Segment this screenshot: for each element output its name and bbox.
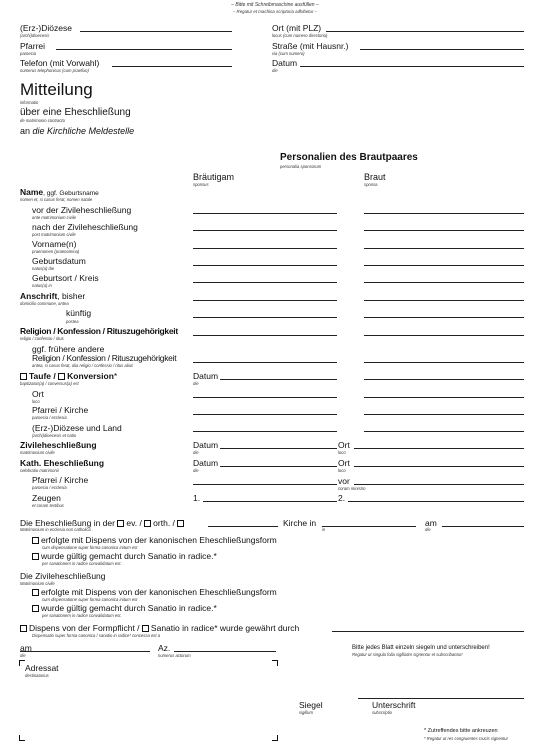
konversion-checkbox[interactable] <box>58 373 65 380</box>
personalien-latin: personalia sponsorum <box>280 164 322 169</box>
sanatio-1-latin: per sanationem in radice convalidatum est. <box>42 561 122 566</box>
sanatio-1-checkbox[interactable] <box>32 553 39 560</box>
in-latin: in <box>322 527 326 532</box>
name-label: Name, ggf. Geburtsname <box>20 187 99 197</box>
kath-vor-field[interactable] <box>354 484 524 485</box>
bride-vor-field[interactable] <box>364 213 524 214</box>
die-latin: die <box>425 527 431 532</box>
formpflicht-checkbox[interactable] <box>20 625 27 632</box>
groom-header: Bräutigam <box>193 172 235 182</box>
groom-anschrift-field[interactable] <box>193 300 337 301</box>
zivil-heading: Die Zivileheschließung <box>20 571 106 581</box>
place-latin: locus (cum numero directorio) <box>272 33 328 38</box>
zeuge-2-number: 2. <box>338 493 346 503</box>
kirche-in-label: Kirche in <box>283 518 317 528</box>
siegel-latin: sigillum <box>299 710 313 715</box>
ehe-prefix: Die Eheschließung in der ev. / orth. / <box>20 518 186 528</box>
kuenftig-latin: postea <box>66 319 79 324</box>
street-latin: via (cum numero) <box>272 51 305 56</box>
street-field[interactable] <box>360 49 524 50</box>
bride-taufe-dioezese-field[interactable] <box>364 431 524 432</box>
dispens-1-checkbox[interactable] <box>32 537 39 544</box>
bride-taufe-pfarrei-field[interactable] <box>364 414 524 415</box>
am2-label: am <box>20 643 32 653</box>
top-note-2: – Regatur et machina scriptoria adhibetur – <box>232 9 318 14</box>
taufe-datum-label: Datum <box>193 371 219 381</box>
zeugen-label: Zeugen <box>32 493 61 503</box>
phone-field[interactable] <box>112 66 232 67</box>
dispens-2-checkbox[interactable] <box>32 589 39 596</box>
bride-geburtsdatum-field[interactable] <box>364 265 524 266</box>
parish-field[interactable] <box>56 49 232 50</box>
bride-religion-field[interactable] <box>364 335 524 336</box>
personalien-heading: Personalien des Brautpaares <box>280 152 418 163</box>
am2-latin: die <box>20 653 26 658</box>
religion-label: Religion / Konfession / Rituszugehörigkeit <box>20 326 178 336</box>
kath-ort-field[interactable] <box>354 466 524 467</box>
groom-vor-field[interactable] <box>193 213 337 214</box>
am2-field[interactable] <box>20 651 150 652</box>
zivil-datum-label: Datum <box>193 440 219 450</box>
place-field[interactable] <box>326 31 524 32</box>
taufe-checkbox[interactable] <box>20 373 27 380</box>
frueher-latin: antea, si casus ferat, alia religio / confessio / ritus alius <box>32 363 134 368</box>
kath-datum-label: Datum <box>193 458 219 468</box>
street-label: Straße (mit Hausnr.) <box>272 41 349 51</box>
formpflicht-latin: Dispensatio super forma canonica / sanatio in radice* concessa est a <box>32 633 161 638</box>
groom-nach-field[interactable] <box>193 230 337 231</box>
religion-latin: religio / confessio / ritus <box>20 336 64 341</box>
place-label: Ort (mit PLZ) <box>272 23 322 33</box>
taufe-ort-label: Ort <box>32 389 44 399</box>
kath-pfarrei-field[interactable] <box>193 484 337 485</box>
unterschrift-label: Unterschrift <box>372 700 416 710</box>
dispens-2-label: erfolgte mit Dispens von der kanonischen Eheschließungsform <box>32 587 277 597</box>
ehe-latin: Matrimonium in ecclesia non catholica <box>20 527 91 532</box>
bride-frueher-field[interactable] <box>364 362 524 363</box>
zivil-label: Zivileheschließung <box>20 440 97 450</box>
am-label: am <box>425 518 437 528</box>
bride-anschrift-field[interactable] <box>364 300 524 301</box>
footnote-2: * Regatur ut res congruentes crucis signentur <box>424 736 509 741</box>
az-label: Az. <box>158 643 171 653</box>
zivil-ort-latin: loco <box>338 450 346 455</box>
kirche-field[interactable] <box>208 526 278 527</box>
taufe-pfarrei-latin: paroecia / ecclesia <box>32 415 67 420</box>
siegel-label: Siegel <box>299 700 323 710</box>
bride-kuenftig-field[interactable] <box>364 317 524 318</box>
geburtsdatum-latin: natus(a) die <box>32 266 55 271</box>
kuenftig-label: künftig <box>66 308 92 318</box>
title-main-latin: informatio <box>20 100 39 105</box>
adressat-latin: destinatarius <box>25 673 49 678</box>
formpflicht-field[interactable] <box>332 631 524 632</box>
sanatio-2-checkbox[interactable] <box>32 605 39 612</box>
title-main: Mitteilung <box>20 80 93 99</box>
zivil-heading-latin: Matrimonium civile <box>20 581 55 586</box>
taufe-dioezese-latin: (archi)dioecesis et natio <box>32 433 77 438</box>
groom-taufe-dioezese-field[interactable] <box>193 431 337 432</box>
title-to: an die Kirchliche Meldestelle <box>20 126 135 136</box>
nach-label: nach der Zivileheschließung <box>32 222 138 232</box>
kath-vor-latin: coram ministro <box>338 486 366 491</box>
kath-vor-label: vor <box>338 476 350 486</box>
dispens-1-latin: cum dispensatione super forma canonica initum est <box>42 545 138 550</box>
sanatio-1-label: wurde gültig gemacht durch Sanatio in radice.* <box>32 551 217 561</box>
bride-nach-field[interactable] <box>364 230 524 231</box>
bride-geburtsort-field[interactable] <box>364 282 524 283</box>
bride-vorname-field[interactable] <box>364 248 524 249</box>
phone-latin: numerus telephonicus (cum praefixo) <box>20 68 89 73</box>
kath-label: Kath. Eheschließung <box>20 458 105 468</box>
zivil-datum-field[interactable] <box>220 448 337 449</box>
phone-label: Telefon (mit Vorwahl) <box>20 58 100 68</box>
zeuge-2-field[interactable] <box>348 501 524 502</box>
groom-geburtsdatum-field[interactable] <box>193 265 337 266</box>
orth-checkbox[interactable] <box>144 520 151 527</box>
kath-datum-latin: die <box>193 468 199 473</box>
top-note-1: – Bitte mit Schreibmaschine ausfüllen – <box>231 2 319 8</box>
sanatio-checkbox[interactable] <box>142 625 149 632</box>
bride-taufe-ort-field[interactable] <box>364 397 524 398</box>
zivil-latin: matrimonium civile <box>20 450 55 455</box>
az-field[interactable] <box>174 651 276 652</box>
vorname-latin: praenomen (praenomina) <box>32 249 80 254</box>
nach-latin: post matrimonium civile <box>32 232 76 237</box>
signature-field[interactable] <box>358 698 524 699</box>
frueher-label-1: ggf. frühere andere <box>32 344 105 354</box>
groom-kuenftig-field[interactable] <box>193 317 337 318</box>
groom-frueher-field[interactable] <box>193 362 337 363</box>
frueher-label-2: Religion / Konfession / Rituszugehörigkeit <box>32 353 177 363</box>
kath-datum-field[interactable] <box>220 466 337 467</box>
date-field[interactable] <box>300 66 524 67</box>
kath-latin: celebratio matrimonii <box>20 468 59 473</box>
taufe-konversion-label: Taufe / Konversion* <box>20 371 117 381</box>
taufe-dioezese-label: (Erz-)Diözese und Land <box>32 423 122 433</box>
groom-taufe-ort-field[interactable] <box>193 397 337 398</box>
vorname-label: Vorname(n) <box>32 239 77 249</box>
az-latin: numerus actorum <box>158 653 191 658</box>
anschrift-label: Anschrift, bisher <box>20 291 86 301</box>
dispens-2-latin: cum dispensatione super forma canonica initum est <box>42 597 138 602</box>
anschrift-latin: domicilio commune, antea <box>20 301 69 306</box>
geburtsdatum-label: Geburtsdatum <box>32 256 86 266</box>
other-checkbox[interactable] <box>177 520 184 527</box>
kirche-ort-field[interactable] <box>322 526 416 527</box>
dispens-1-label: erfolgte mit Dispens von der kanonischen Eheschließungsform <box>32 535 277 545</box>
groom-geburtsort-field[interactable] <box>193 282 337 283</box>
kath-pfarrei-label: Pfarrei / Kirche <box>32 475 89 485</box>
bride-taufe-datum-field[interactable] <box>364 379 524 380</box>
groom-taufe-datum-field[interactable] <box>220 379 337 380</box>
diocese-field[interactable] <box>80 31 232 32</box>
groom-religion-field[interactable] <box>193 335 337 336</box>
zeuge-1-number: 1. <box>193 493 201 503</box>
zivil-ort-field[interactable] <box>354 448 524 449</box>
taufe-datum-latin: die <box>193 381 199 386</box>
title-sub-latin: de matrimonio contracto <box>20 118 65 123</box>
window-corner-tr <box>272 660 278 666</box>
ev-checkbox[interactable] <box>117 520 124 527</box>
diocese-latin: (archi)dioecesis <box>20 33 50 38</box>
kath-pfarrei-latin: paroecia / ecclesia <box>32 485 67 490</box>
parish-latin: paroecia <box>20 51 37 56</box>
geburtsort-latin: natus(a) in <box>32 283 52 288</box>
unterschrift-latin: subscriptio <box>372 710 393 715</box>
kath-ort-label: Ort <box>338 458 350 468</box>
groom-latin: sponsus <box>193 182 209 187</box>
diocese-label: (Erz-)Diözese <box>20 23 72 33</box>
name-latin: nomen et, si casus ferat, nomen natale <box>20 197 93 202</box>
bride-latin: sponsa <box>364 182 378 187</box>
bride-header: Braut <box>364 172 386 182</box>
sanatio-2-label: wurde gültig gemacht durch Sanatio in radice.* <box>32 603 217 613</box>
groom-taufe-pfarrei-field[interactable] <box>193 414 337 415</box>
window-corner-br <box>272 735 278 741</box>
note-1: Bitte jedes Blatt einzeln siegeln und unterschreiben! <box>352 645 490 651</box>
footnote-1: * Zutreffendes bitte ankreuzen <box>424 728 498 734</box>
vor-latin: ante matrimonium civile <box>32 215 76 220</box>
sanatio-2-latin: per sanationem in radice convalidatum est. <box>42 613 122 618</box>
taufe-ort-latin: loco <box>32 399 40 404</box>
zeuge-1-field[interactable] <box>203 501 337 502</box>
vor-label: vor der Zivileheschließung <box>32 205 132 215</box>
taufe-latin: baptizatus(a) / conversus(a) est <box>20 381 79 386</box>
parish-label: Pfarrei <box>20 41 46 51</box>
date-latin: die <box>272 68 278 73</box>
zivil-ort-label: Ort <box>338 440 350 450</box>
zivil-datum-latin: die <box>193 450 199 455</box>
formpflicht-label: Dispens von der Formpflicht / Sanatio in radice* wurde gewährt durch <box>20 623 299 633</box>
kath-ort-latin: loco <box>338 468 346 473</box>
zeugen-latin: et coram testibus <box>32 503 64 508</box>
date-label: Datum <box>272 58 298 68</box>
title-sub: über eine Eheschließung <box>20 107 131 118</box>
taufe-pfarrei-label: Pfarrei / Kirche <box>32 405 89 415</box>
note-2: Regatur ut singula folia sigillatim signentur et subscribantur! <box>352 652 463 657</box>
window-corner-bl <box>19 735 25 741</box>
ehe-am-field[interactable] <box>442 526 524 527</box>
adressat-label: Adressat <box>25 663 59 673</box>
geburtsort-label: Geburtsort / Kreis <box>32 273 99 283</box>
groom-vorname-field[interactable] <box>193 248 337 249</box>
